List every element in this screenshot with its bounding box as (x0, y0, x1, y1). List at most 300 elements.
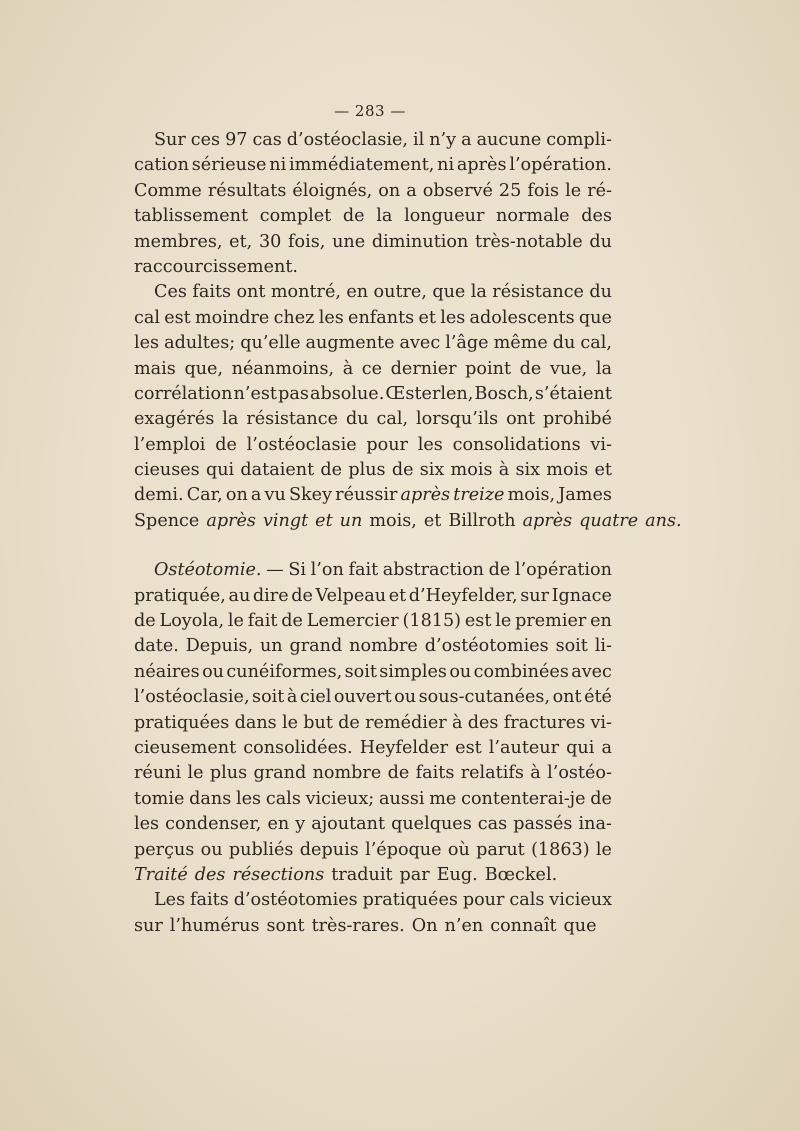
word: mois, (507, 485, 556, 506)
word: treize (453, 485, 505, 506)
paragraph (134, 558, 612, 888)
word: que (563, 915, 597, 936)
word: cal (134, 307, 160, 328)
word: mois (546, 460, 589, 481)
word: James (558, 485, 612, 506)
word: Spence (134, 510, 200, 531)
word: faits (192, 282, 232, 303)
word: Billroth (448, 510, 516, 531)
word: n’en (444, 915, 484, 936)
word: Comme (134, 180, 202, 201)
word: tomie (134, 788, 185, 809)
word: Ostéotomie. (154, 560, 262, 581)
word: pratiquées (134, 712, 230, 733)
word: vingt (262, 510, 309, 531)
word: de (338, 712, 360, 733)
word: l’époque (365, 839, 442, 860)
word: remédier (365, 712, 447, 733)
word: d’ostéotomies (233, 890, 358, 911)
page-number: — 283 — (334, 102, 406, 120)
word: ajoutant (311, 814, 386, 835)
word: ces (190, 130, 221, 150)
word: néanmoins, (231, 358, 335, 379)
word: l’âge (445, 333, 489, 354)
word: Sur (154, 130, 186, 150)
word: abstraction (382, 560, 485, 581)
word: de (320, 460, 343, 481)
text-line (134, 914, 612, 939)
word: résistance (246, 409, 339, 430)
word: mois, (369, 510, 417, 531)
word: n’y (429, 130, 457, 150)
paragraph (134, 280, 682, 534)
word: des (467, 712, 499, 733)
word: outre, (373, 282, 427, 303)
word: les (440, 307, 466, 328)
word: demi. (134, 485, 184, 506)
word: et (418, 307, 436, 328)
text-line (134, 609, 612, 634)
word: relatifs (460, 763, 524, 784)
word: passés (513, 814, 573, 835)
word: ni (437, 155, 455, 176)
word: et (423, 510, 442, 531)
word: vue, (549, 358, 588, 379)
word: à (342, 358, 354, 379)
word: montré, (270, 282, 341, 303)
word: consolidées. (243, 737, 353, 758)
text-line (134, 357, 612, 382)
word: Car, (186, 485, 223, 506)
word: cieuses (134, 460, 200, 481)
word: d’Heyfelder, (408, 585, 518, 606)
word: condenser, (165, 814, 262, 835)
word: dataient (240, 460, 315, 481)
word: même (493, 333, 548, 354)
word: de (215, 434, 237, 455)
word: dans (234, 712, 277, 733)
word: l’ostéoclasie (246, 434, 357, 455)
word: le (281, 712, 298, 733)
word: membres, (134, 231, 223, 252)
word: adultes; (164, 333, 236, 354)
word: éloignés, (292, 180, 373, 201)
word: de (488, 560, 511, 581)
word: vi- (590, 434, 612, 455)
word: de (590, 788, 612, 809)
word: en (590, 611, 612, 632)
text-line (134, 382, 612, 407)
word: ou (449, 661, 472, 682)
word: cal, (376, 409, 409, 430)
word: pratiquée, (134, 585, 226, 606)
word: Œsterlen, (385, 383, 474, 404)
word: adolescents (469, 307, 575, 328)
word: ont (236, 282, 266, 303)
word: qui (205, 460, 235, 481)
word: du (589, 231, 612, 252)
word: Eug. (436, 864, 478, 885)
word: corrélation (134, 383, 233, 404)
text-line (134, 128, 612, 153)
word: de (342, 206, 365, 227)
word: après (400, 485, 451, 506)
word: sous-cutanées, (418, 687, 551, 708)
word: sur (134, 915, 163, 936)
text-line (134, 230, 612, 255)
word: ou (200, 839, 223, 860)
word: ce (361, 358, 383, 379)
word: y (295, 814, 306, 835)
word: l’opération. (509, 155, 612, 176)
word: depuis (299, 839, 359, 860)
word: a (406, 180, 417, 201)
word: contenterai-je (461, 788, 586, 809)
word: un (259, 636, 283, 657)
word: On (411, 915, 438, 936)
word: par (399, 864, 430, 885)
word: publiés (228, 839, 294, 860)
word: vicieux (549, 890, 612, 911)
text-line (134, 306, 612, 331)
word: quatre (579, 510, 639, 531)
word: Loyola, (159, 611, 225, 632)
word: réuni (134, 763, 182, 784)
word: cals (509, 890, 545, 911)
word: pour (366, 434, 408, 455)
word: du (552, 333, 576, 354)
word: li- (594, 636, 612, 657)
word: plus (209, 763, 248, 784)
word: résistance (492, 282, 584, 303)
word: aucune (476, 130, 542, 150)
word: à (498, 460, 510, 481)
word: la (595, 358, 612, 379)
word: cation (134, 155, 189, 176)
text-line (134, 787, 612, 812)
word: complet (259, 206, 332, 227)
word: ciel (299, 687, 332, 708)
word: a (601, 737, 612, 758)
text-line (134, 838, 612, 863)
word: on (225, 485, 248, 506)
paragraph (134, 888, 612, 939)
text-line (134, 888, 612, 913)
word: sur (520, 585, 549, 606)
word: Bœckel. (484, 864, 558, 885)
text-line (134, 179, 612, 204)
word: l’emploi (134, 434, 206, 455)
word: été (584, 687, 612, 708)
word: on (378, 180, 401, 201)
word: observé (422, 180, 493, 201)
word: soit (555, 636, 588, 657)
word: tablissement (134, 206, 249, 227)
word: sérieuse (191, 155, 267, 176)
word: raccourcissement. (134, 256, 298, 277)
text-line (134, 153, 612, 178)
word: Les (154, 890, 186, 911)
word: ou (202, 661, 225, 682)
word: quelques (391, 814, 472, 835)
word: l’on (310, 560, 344, 581)
word: Skey (288, 485, 333, 506)
word: vu (264, 485, 286, 506)
word: de (291, 585, 313, 606)
word: cieusement (134, 737, 237, 758)
word: Lemercier (306, 611, 399, 632)
word: très-rares. (311, 915, 405, 936)
word: à (286, 687, 298, 708)
word: consolidations (452, 434, 581, 455)
word: cal, (580, 333, 612, 354)
word: but (303, 712, 333, 733)
word: normale (496, 206, 570, 227)
text-line (134, 407, 612, 432)
word: et (594, 460, 612, 481)
word: traduit (331, 864, 393, 885)
word: ré- (587, 180, 612, 201)
word: faits (415, 763, 455, 784)
word: pas (278, 383, 309, 404)
word: la (222, 409, 239, 430)
word: l’ostéoclasie, (134, 687, 250, 708)
word: vi- (590, 712, 612, 733)
word: résections (232, 864, 325, 885)
text-line (134, 483, 612, 508)
word: est (164, 307, 191, 328)
word: du (589, 282, 612, 303)
word: le (227, 611, 244, 632)
word: premier (515, 611, 587, 632)
word: pratiquées (362, 890, 458, 911)
text-line (134, 509, 682, 534)
word: en (267, 814, 290, 835)
word: cas (252, 130, 282, 150)
word: fois, (288, 231, 326, 252)
word: nombre (349, 636, 418, 657)
word: fractures (503, 712, 586, 733)
word: un (339, 510, 363, 531)
word: mais (134, 358, 176, 379)
word: ina- (578, 814, 612, 835)
word: enfants (348, 307, 415, 328)
word: a (250, 485, 262, 506)
word: le (187, 763, 204, 784)
word: parut (476, 839, 525, 860)
word: l’opération (514, 560, 612, 581)
word: les (134, 333, 160, 354)
text-line (134, 685, 612, 710)
word: (1815) (402, 611, 462, 632)
text-line (134, 736, 612, 761)
word: après (522, 510, 573, 531)
word: soit (344, 661, 377, 682)
word: de (134, 611, 156, 632)
word: où (447, 839, 470, 860)
word: Ignace (551, 585, 612, 606)
word: plus (348, 460, 386, 481)
word: très-notable (475, 231, 583, 252)
word: (1863) (531, 839, 590, 860)
word: Bosch, (474, 383, 534, 404)
text-line (134, 255, 612, 280)
word: l’humérus (169, 915, 260, 936)
word: ouvert (333, 687, 392, 708)
word: réussir (335, 485, 398, 506)
word: Traité (134, 864, 188, 885)
word: Si (288, 560, 307, 581)
word: cas (477, 814, 508, 835)
word: il (412, 130, 425, 150)
word: dans (189, 788, 232, 809)
word: aussi (378, 788, 425, 809)
word: n’est (233, 383, 277, 404)
word: a (461, 130, 472, 150)
text-line (134, 458, 612, 483)
word: cunéiformes, (226, 661, 343, 682)
word: combinées (473, 661, 569, 682)
word: point (465, 358, 512, 379)
word: le (495, 611, 512, 632)
word: ont (552, 687, 582, 708)
word: d’ostéotomies (424, 636, 549, 657)
word: l’ostéo- (547, 763, 612, 784)
word: de (281, 611, 303, 632)
word: mois (450, 460, 493, 481)
text-line (134, 584, 612, 609)
word: avec (399, 333, 441, 354)
text-line (134, 433, 612, 458)
word: dire (252, 585, 289, 606)
word: qui (566, 737, 595, 758)
word: grand (253, 763, 307, 784)
word: six (515, 460, 541, 481)
word: la (376, 206, 393, 227)
word: nombre (312, 763, 382, 784)
word: ont (506, 409, 536, 430)
word: soit (252, 687, 285, 708)
word: vicieux; (305, 788, 375, 809)
word: une (332, 231, 366, 252)
word: lorsqu’ils (416, 409, 499, 430)
text-line (134, 812, 612, 837)
word: de (387, 763, 410, 784)
word: — (266, 560, 284, 581)
word: le (565, 180, 582, 201)
word: en (346, 282, 369, 303)
word: que (432, 282, 466, 303)
word: l’auteur (488, 737, 560, 758)
word: et, (229, 231, 253, 252)
word: que (578, 307, 612, 328)
word: 30 (258, 231, 282, 252)
word: s’étaient (534, 383, 612, 404)
section-gap (134, 534, 612, 558)
word: et (388, 585, 407, 606)
word: absolue. (309, 383, 385, 404)
word: 25 (498, 180, 522, 201)
word: me (429, 788, 457, 809)
word: moindre (195, 307, 270, 328)
paragraph (134, 128, 612, 280)
body-text (134, 128, 682, 939)
word: avec (571, 661, 612, 682)
word: six (419, 460, 445, 481)
word: les (236, 788, 262, 809)
word: les (318, 307, 344, 328)
word: que, (184, 358, 224, 379)
word: compli- (546, 130, 612, 150)
word: immédiatement, (289, 155, 435, 176)
text-line (134, 204, 612, 229)
word: le (595, 839, 612, 860)
text-line (134, 863, 612, 888)
word: et (315, 510, 333, 531)
word: simples (379, 661, 447, 682)
word: longueur (404, 206, 485, 227)
word: ni (269, 155, 287, 176)
word: de (519, 358, 542, 379)
word: Ces (154, 282, 187, 303)
word: d’ostéoclasie, (286, 130, 408, 150)
word: qu’elle (240, 333, 301, 354)
word: connaît (490, 915, 557, 936)
word: résultats (207, 180, 287, 201)
word: fait (247, 611, 278, 632)
word: augmente (305, 333, 395, 354)
text-line (134, 331, 612, 356)
word: diminution (371, 231, 469, 252)
word: néaires (134, 661, 200, 682)
word: ans. (645, 510, 682, 531)
word: est (464, 611, 492, 632)
word: après (206, 510, 256, 531)
word: prohibé (543, 409, 612, 430)
word: les (134, 814, 160, 835)
word: à (451, 712, 463, 733)
word: cals (265, 788, 301, 809)
word: des (581, 206, 612, 227)
word: ou (394, 687, 417, 708)
word: Depuis, (185, 636, 254, 657)
text-line (134, 280, 612, 305)
word: Velpeau (315, 585, 387, 606)
word: au (228, 585, 251, 606)
text-line (134, 711, 612, 736)
word: chez (273, 307, 315, 328)
word: des (194, 864, 226, 885)
text-line (134, 761, 612, 786)
word: dernier (390, 358, 457, 379)
word: du (345, 409, 369, 430)
text-line (134, 634, 612, 659)
word: faits (190, 890, 229, 911)
word: sont (266, 915, 305, 936)
word: date. (134, 636, 179, 657)
word: grand (289, 636, 343, 657)
word: est (455, 737, 482, 758)
word: fois (527, 180, 560, 201)
word: la (470, 282, 487, 303)
text-line (134, 558, 612, 583)
word: les (417, 434, 443, 455)
word: Heyfelder (359, 737, 449, 758)
word: perçus (134, 839, 195, 860)
word: exagérés (134, 409, 215, 430)
word: 97 (225, 130, 248, 150)
text-line (134, 660, 612, 685)
